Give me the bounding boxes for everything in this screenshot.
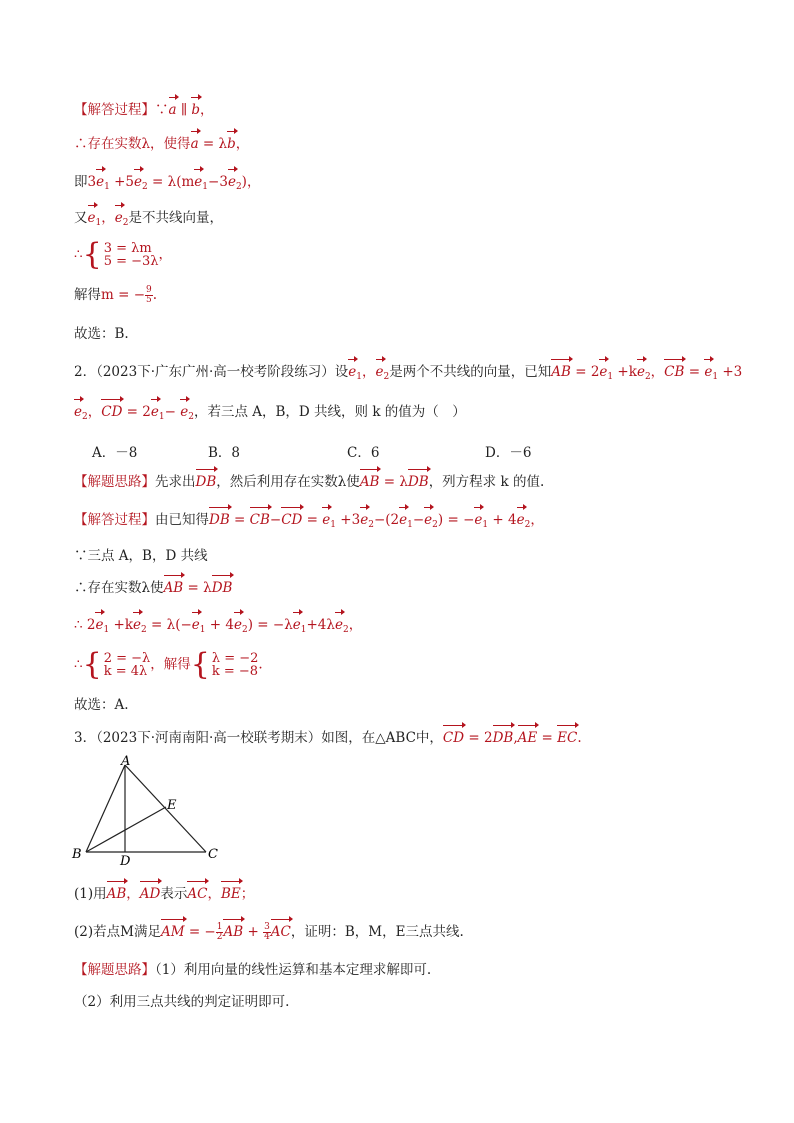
label-e: E: [167, 798, 177, 813]
option-c: C．6: [347, 445, 380, 461]
q2-answer: 故选：A.: [74, 697, 129, 713]
label-c: C: [208, 847, 218, 862]
q2-collinear-line: ∵三点 A，B，D 共线: [74, 548, 208, 564]
p1-exist-line: ∴存在实数λ，使得a = λb，: [74, 136, 250, 152]
q3-part1: (1)用AB，AD表示AC，BE；: [74, 886, 255, 902]
label-b: B: [72, 847, 82, 862]
q3-thinking-line: 【解题思路】（1）利用向量的线性运算和基本定理求解即可.: [74, 962, 432, 978]
solution-tag: 【解答过程】: [74, 102, 155, 118]
label-d: D: [120, 854, 131, 869]
q2-exist-line: ∴存在实数λ使AB = λDB: [74, 580, 233, 596]
p1-system-line: ∴{ 3 = λm 5 = −3λ，: [74, 237, 173, 272]
q3-stem-line: 3．（2023下·河南南阳·高一校联考期末）如图，在△ABC中，CD = 2DB,AE = EC.: [74, 730, 582, 746]
p1-noncollinear-line: 又$e_1$，$e_2$是不共线向量，: [74, 210, 223, 228]
q3-thinking-line2: （2）利用三点共线的判定证明即可.: [74, 994, 290, 1010]
p1-solution-line: 【解答过程】∵a ∥ b，: [74, 102, 214, 118]
q2-thinking-line: 【解题思路】先求出DB，然后利用存在实数λ使AB = λDB，列方程求 k 的值.: [74, 474, 545, 490]
option-d: D．－6: [485, 445, 532, 461]
p1-equation-line: 即$3e_1 +5e_2 = \lambda(me_1-3e_2)$，: [74, 174, 261, 192]
q2-system-line: ∴{ 2 = −λ k = 4λ ，解得{ λ = −2 k = −8.: [74, 647, 263, 682]
q3-part2: (2)若点M满足AM = − 1 2AB + 3 4AC，证明：B，M，E三点共线.: [74, 922, 464, 942]
p1-result-line: 解得m = − 9 5.: [74, 285, 158, 305]
label-a: A: [121, 755, 131, 769]
side-ab: [86, 765, 125, 852]
triangle-figure: [70, 755, 230, 870]
q2-stem-line2: $e_2$，CD = $2e_1- e_2$，若三点 A，B，D 共线，则 k 的值为（ ）: [74, 404, 466, 422]
option-b: B．8: [208, 445, 241, 461]
q2-equation-line: ∴ $2e_1 +ke_2 = \lambda(-e_1 + 4e_2) = -\lambda e_1+4\lambda e_2$，: [74, 617, 363, 635]
q2-solution-line: 【解答过程】由已知得DB = $CB-CD = e_1 +3e_2-(2e_1-e_2) = -e_1 + 4e_2$，: [74, 512, 544, 530]
segment-be: [86, 807, 166, 852]
thinking-tag: 【解题思路】: [74, 474, 155, 490]
side-ac: [125, 765, 206, 852]
option-a: A．－8: [92, 445, 138, 461]
q2-stem-line1: 2．（2023下·广东广州·高一校考阶段练习）设$e_1$，$e_2$是两个不共线的向量，已知AB = $2e_1 +ke_2$，CB = $e_1 +3$: [74, 364, 743, 382]
p1-answer: 故选：B.: [74, 326, 129, 342]
